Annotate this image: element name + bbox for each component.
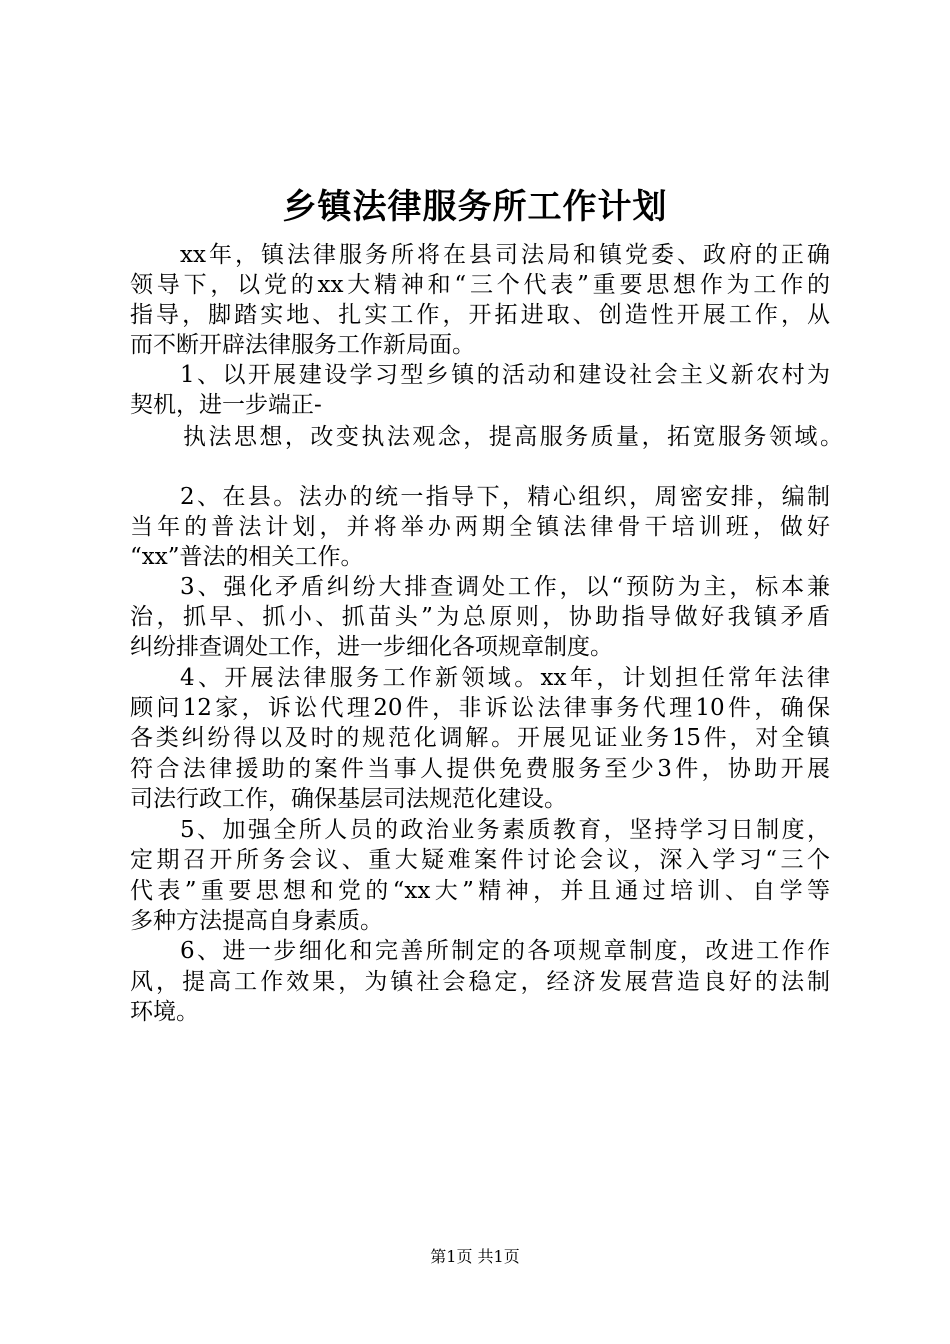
paragraph-line: 代表”重要思想和党的“xx大”精神，并且通过培训、自学等 [130, 878, 830, 904]
paragraph-line: 而不断开辟法律服务工作新局面。 [130, 332, 475, 358]
paragraph-line: 环境。 [130, 999, 199, 1025]
page-footer: 第1页 共1页 [430, 1247, 520, 1266]
paragraph-line: 2、在县。法办的统一指导下，精心组织，周密安排，编制 [180, 484, 830, 510]
paragraph-line: 契机，进一步端正- [130, 392, 322, 418]
paragraph-line: 当年的普法计划，并将举办两期全镇法律骨干培训班，做好 [130, 514, 830, 540]
paragraph-line: 风，提高工作效果，为镇社会稳定，经济发展营造良好的法制 [130, 969, 830, 995]
paragraph-line: 多种方法提高自身素质。 [130, 908, 383, 934]
paragraph-line: 6、进一步细化和完善所制定的各项规章制度，改进工作作 [180, 938, 830, 964]
paragraph-line: 各类纠纷得以及时的规范化调解。开展见证业务15件，对全镇 [130, 725, 830, 751]
paragraph-line: 指导，脚踏实地、扎实工作，开拓进取、创造性开展工作，从 [130, 302, 830, 328]
paragraph-line: 符合法律援助的案件当事人提供免费服务至少3件，协助开展 [130, 756, 830, 782]
document-title: 乡镇法律服务所工作计划 [282, 187, 668, 227]
paragraph-line: 治，抓早、抓小、抓苗头”为总原则，协助指导做好我镇矛盾 [130, 604, 830, 630]
paragraph-line: 4、开展法律服务工作新领域。xx年，计划担任常年法律 [180, 665, 830, 691]
paragraph-line: 3、强化矛盾纠纷大排查调处工作，以“预防为主，标本兼 [180, 574, 830, 600]
paragraph-line: 顾问12家，诉讼代理20件，非诉讼法律事务代理10件，确保 [130, 695, 830, 721]
paragraph-line: 执法思想，改变执法观念，提高服务质量，拓宽服务领域。 [183, 424, 843, 450]
paragraph-line: xx年，镇法律服务所将在县司法局和镇党委、政府的正确 [180, 242, 830, 268]
paragraph-line: 司法行政工作，确保基层司法规范化建设。 [130, 786, 567, 812]
paragraph-line: “xx”普法的相关工作。 [130, 544, 364, 570]
paragraph-line: 1、以开展建设学习型乡镇的活动和建设社会主义新农村为 [180, 362, 830, 388]
paragraph-line: 纠纷排查调处工作，进一步细化各项规章制度。 [130, 634, 613, 660]
paragraph-line: 5、加强全所人员的政治业务素质教育，坚持学习日制度， [180, 817, 830, 843]
paragraph-line: 领导下，以党的xx大精神和“三个代表”重要思想作为工作的 [130, 272, 830, 298]
paragraph-line: 定期召开所务会议、重大疑难案件讨论会议，深入学习“三个 [130, 847, 830, 873]
